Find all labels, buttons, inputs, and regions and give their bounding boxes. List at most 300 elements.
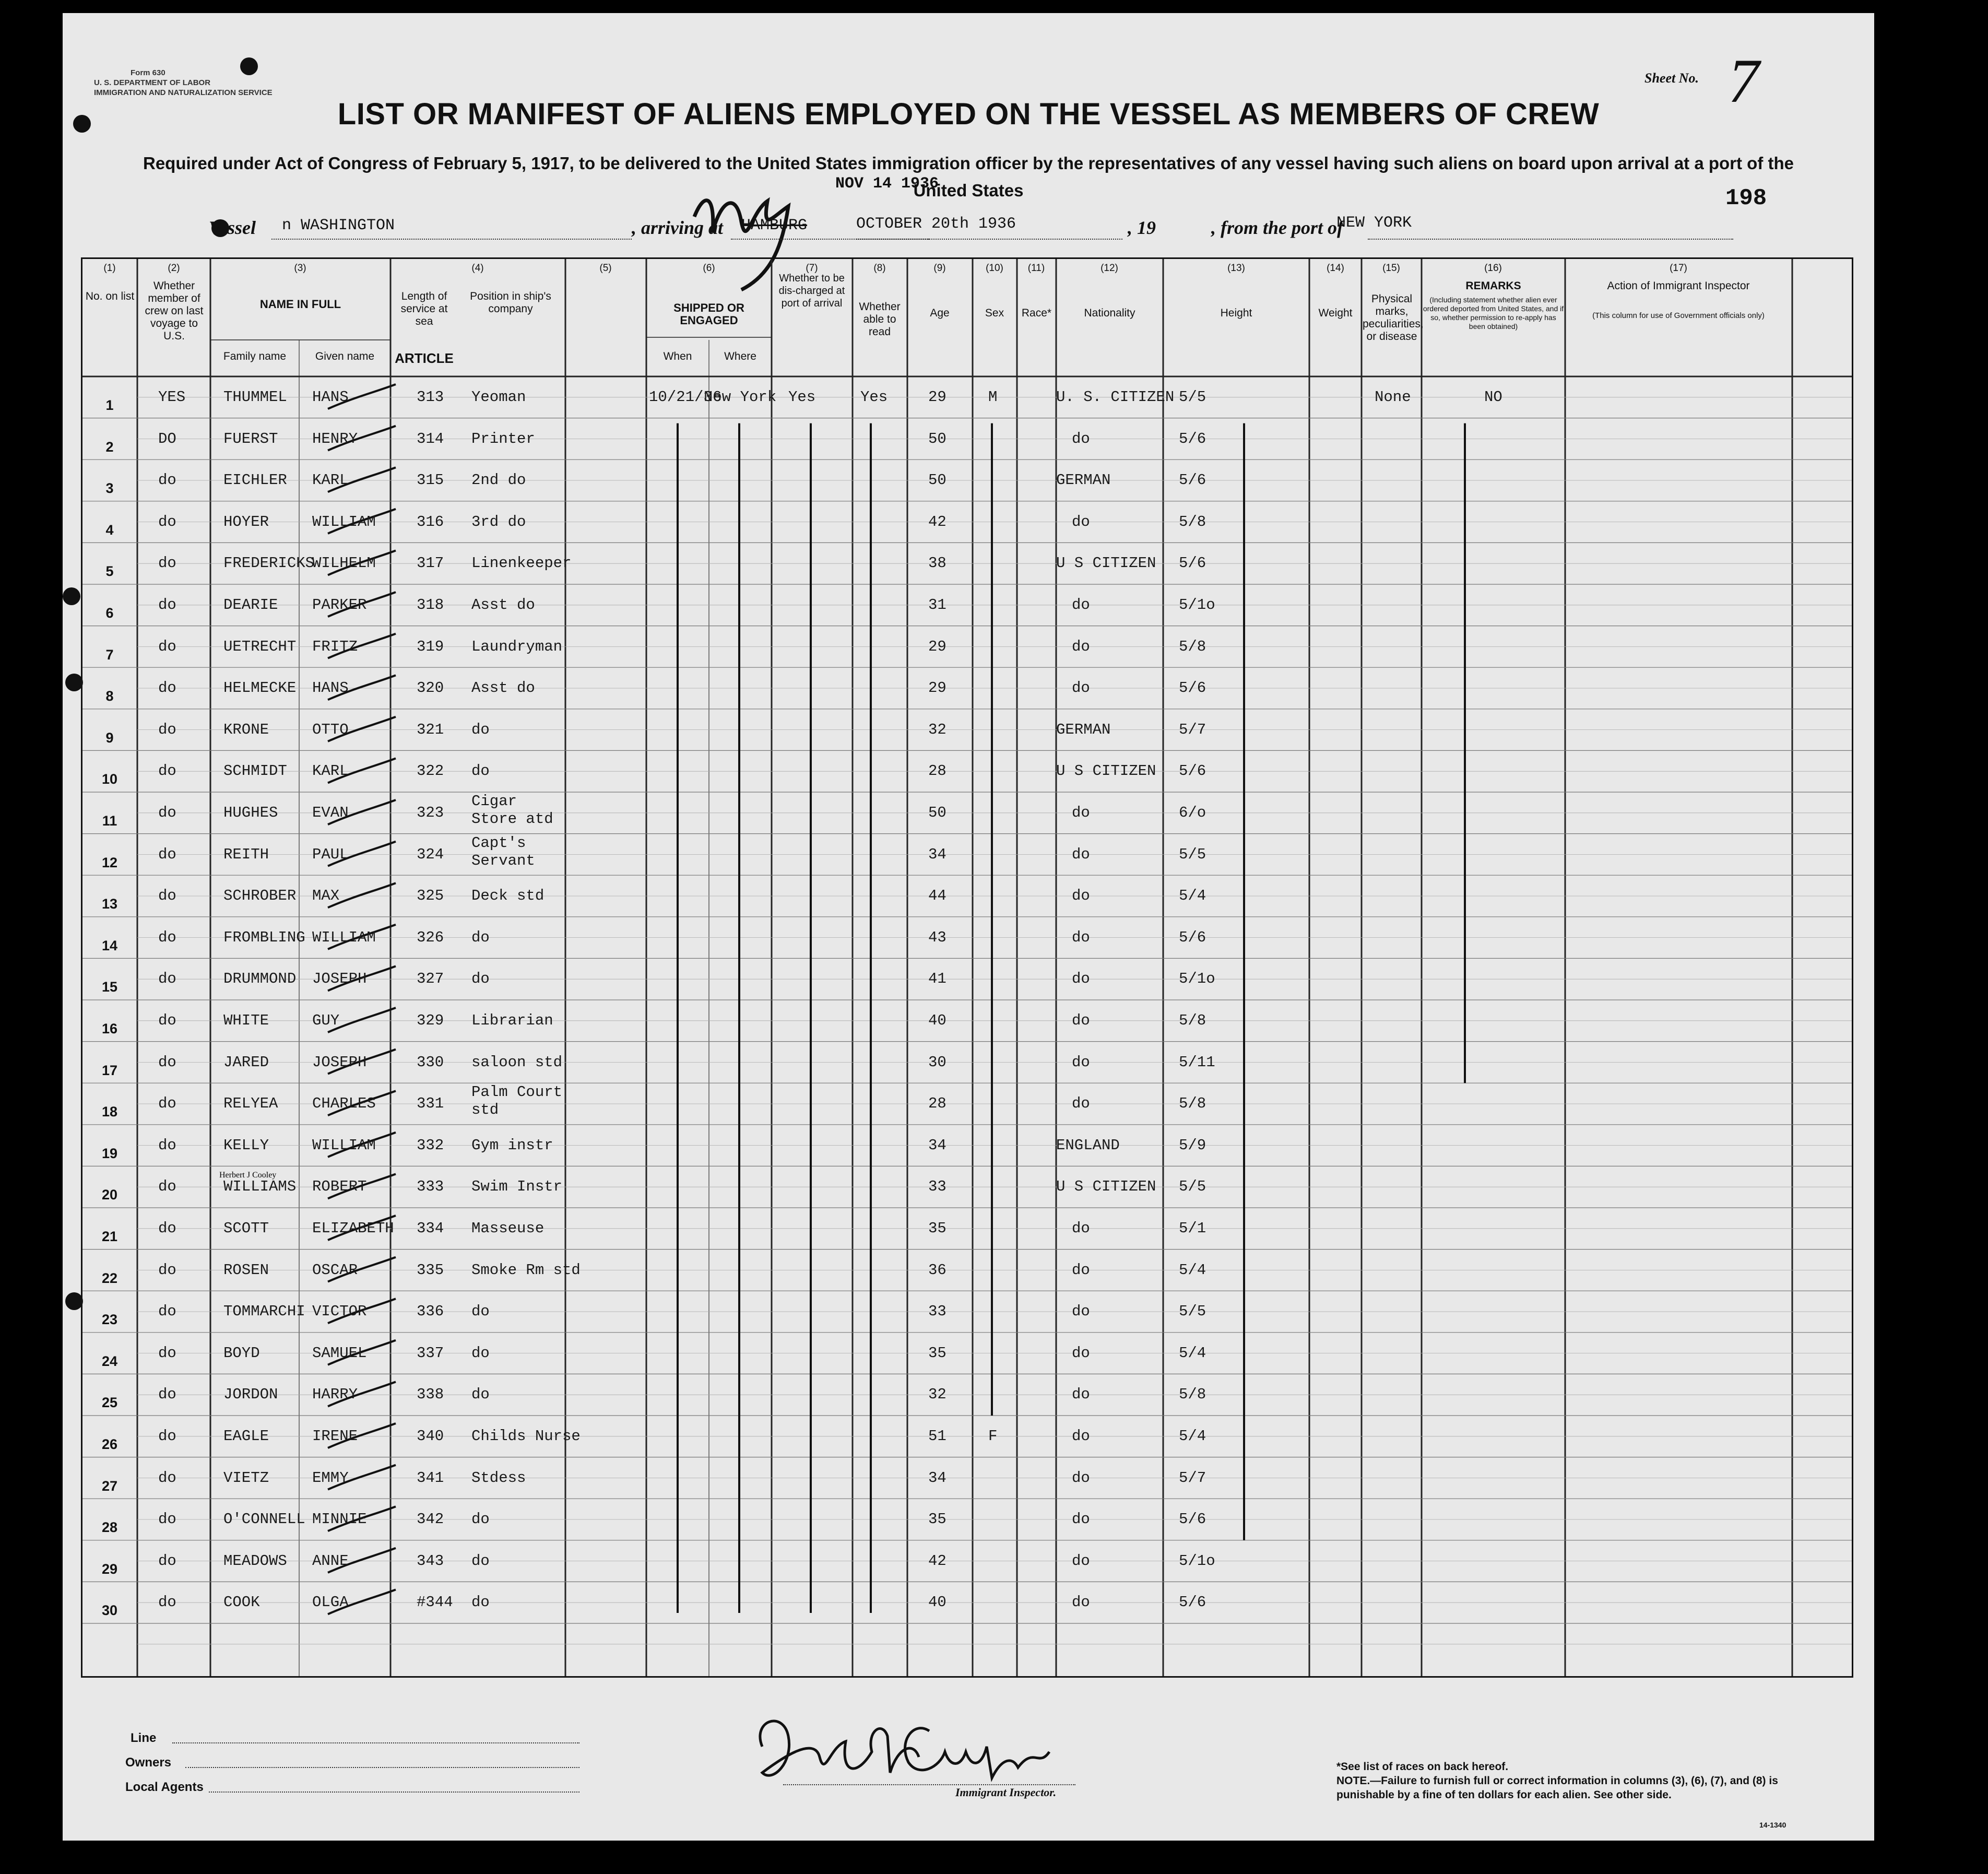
row-number: 20 [101, 1187, 118, 1203]
position: Librarian [471, 1012, 553, 1029]
height: 5/6 [1179, 1511, 1206, 1528]
header-able-read: Whether able to read [859, 301, 901, 338]
position: Servant [471, 852, 535, 869]
age: 50 [928, 472, 946, 489]
crew-last-voyage: do [158, 1053, 176, 1071]
header-length-service: Length of service at sea [400, 290, 448, 327]
position: Printer [471, 430, 535, 447]
family-name: COOK [223, 1594, 260, 1611]
article-number: 324 [417, 845, 444, 863]
race-nationality: ENGLAND [1056, 1136, 1120, 1154]
article-number: 325 [417, 887, 444, 905]
crew-last-voyage: DO [158, 430, 176, 447]
crew-last-voyage: do [158, 1469, 176, 1487]
position: 3rd do [471, 513, 526, 531]
column-number: (17) [1670, 263, 1687, 274]
manifest-table [81, 257, 1853, 1678]
column-number: (2) [168, 263, 180, 274]
family-name: WILLIAMS [223, 1178, 297, 1196]
header-remarks-note: (Including statement whether alien ever ordered deported from United States, and if so, whether permission to re-apply has been obtained) [1423, 296, 1564, 331]
race-nationality: do [1072, 887, 1090, 905]
race-nationality: do [1072, 430, 1090, 447]
crew-last-voyage: do [158, 513, 176, 531]
physical-marks: None [1375, 388, 1411, 406]
crew-last-voyage: do [158, 804, 176, 821]
family-name: JORDON [223, 1386, 278, 1404]
race-nationality: do [1072, 1552, 1090, 1570]
article-number: 340 [417, 1428, 444, 1445]
sex: F [988, 1428, 998, 1445]
position: Smoke Rm std [471, 1261, 581, 1279]
family-name: FREDERICKS [223, 555, 315, 572]
height: 5/8 [1179, 513, 1206, 531]
inspector-caption: Immigrant Inspector. [955, 1786, 1057, 1799]
column-number: (11) [1027, 263, 1045, 274]
header-action: Action of Immigrant Inspector [1607, 280, 1750, 292]
header-weight: Weight [1318, 307, 1353, 319]
family-name: DEARIE [223, 596, 278, 614]
print-code: 14-1340 [1759, 1821, 1786, 1829]
position: Gym instr [471, 1136, 553, 1154]
given-name: ELIZABETH [312, 1220, 394, 1237]
family-name: SCHMIDT [223, 762, 287, 780]
crew-last-voyage: do [158, 887, 176, 905]
header-age: Age [930, 307, 950, 319]
crew-last-voyage: do [158, 762, 176, 780]
age: 31 [928, 596, 946, 614]
age: 34 [928, 1136, 946, 1154]
given-name: HENRY [312, 430, 358, 447]
page-title: LIST OR MANIFEST OF ALIENS EMPLOYED ON THE VESSEL AS MEMBERS OF CREW [337, 97, 1600, 131]
article-number: 343 [417, 1552, 444, 1570]
race-nationality: do [1072, 513, 1090, 531]
race-nationality: U S CITIZEN [1056, 555, 1156, 572]
race-nationality: do [1072, 1511, 1090, 1528]
position: do [471, 721, 490, 738]
family-name: RELYEA [223, 1095, 278, 1113]
height: 5/4 [1179, 1428, 1206, 1445]
row-number: 8 [105, 688, 114, 704]
article-number: 342 [417, 1511, 444, 1528]
article-number: 333 [417, 1178, 444, 1196]
family-name: FUERST [223, 430, 278, 447]
header-family-name: Family name [223, 350, 287, 362]
article-number: 332 [417, 1136, 444, 1154]
row-number: 4 [105, 522, 114, 538]
family-name: KELLY [223, 1136, 269, 1154]
article-number: 314 [417, 430, 444, 447]
race-nationality: do [1072, 1344, 1090, 1362]
age: 29 [928, 388, 946, 406]
column-number: (5) [599, 263, 612, 274]
sheet-number: 7 [1728, 46, 1759, 115]
given-name: VICTOR [312, 1303, 367, 1321]
column-number: (12) [1100, 263, 1118, 274]
given-name: KARL [312, 472, 349, 489]
position: do [471, 1552, 490, 1570]
given-name: PAUL [312, 845, 349, 863]
age: 40 [928, 1594, 946, 1611]
given-name: HANS [312, 388, 349, 406]
race-nationality: do [1072, 804, 1090, 821]
crew-last-voyage: do [158, 1012, 176, 1029]
age: 34 [928, 1469, 946, 1487]
crew-last-voyage: do [158, 1552, 176, 1570]
header-member-crew: Whether member of crew on last voyage to U.S. [145, 280, 204, 342]
sex: M [988, 388, 998, 406]
height: 5/7 [1179, 721, 1206, 738]
column-number: (14) [1327, 263, 1344, 274]
race-nationality: do [1072, 596, 1090, 614]
family-name: HUGHES [223, 804, 278, 821]
position: Deck std [471, 887, 545, 905]
given-name: KARL [312, 762, 349, 780]
vessel-line [209, 217, 256, 248]
row-number: 7 [105, 646, 114, 663]
arriving-label: , arriving at [632, 217, 724, 238]
height: 5/1o [1179, 970, 1215, 988]
position: Yeoman [471, 388, 526, 406]
article-number: 329 [417, 1012, 444, 1029]
height: 5/4 [1179, 1344, 1206, 1362]
crew-last-voyage: do [158, 970, 176, 988]
crew-last-voyage: do [158, 1178, 176, 1196]
crew-last-voyage: do [158, 1136, 176, 1154]
binder-hole [65, 1292, 83, 1310]
given-name: ROBERT [312, 1178, 367, 1196]
height: 5/8 [1179, 638, 1206, 655]
position: Capt's [471, 834, 526, 852]
header-height: Height [1220, 307, 1252, 319]
vessel-label: Vessel [209, 217, 256, 238]
age: 42 [928, 1552, 946, 1570]
height: 5/1o [1179, 596, 1215, 614]
given-name: OSCAR [312, 1261, 358, 1279]
race-nationality: do [1072, 1594, 1090, 1611]
crew-last-voyage: do [158, 472, 176, 489]
family-name: UETRECHT [223, 638, 297, 655]
race-nationality: do [1072, 679, 1090, 697]
header-physical-marks: Physical marks, peculiarities, or disease [1363, 293, 1424, 343]
family-name: EAGLE [223, 1428, 269, 1445]
family-name: DRUMMOND [223, 970, 297, 988]
article-number: 335 [417, 1261, 444, 1279]
form-number: Form 630 U. S. DEPARTMENT OF LABOR IMMIGRATION AND NATURALIZATION SERVICE [94, 68, 273, 97]
header-no-on-list: No. on list [85, 290, 135, 302]
position: Childs Nurse [471, 1428, 581, 1445]
family-name: THUMMEL [223, 388, 287, 406]
remarks: NO [1484, 388, 1502, 406]
age: 35 [928, 1344, 946, 1362]
age: 44 [928, 887, 946, 905]
race-nationality: U S CITIZEN [1056, 762, 1156, 780]
article-number: 321 [417, 721, 444, 738]
header-given-name: Given name [315, 350, 375, 362]
height: 5/5 [1179, 388, 1206, 406]
article-number: 322 [417, 762, 444, 780]
row-number: 13 [101, 896, 118, 912]
vessel-name: n WASHINGTON [282, 217, 395, 234]
age: 33 [928, 1303, 946, 1321]
race-nationality: GERMAN [1056, 472, 1111, 489]
row-number: 24 [101, 1353, 118, 1369]
height: 5/5 [1179, 1303, 1206, 1321]
given-name: CHARLES [312, 1095, 376, 1113]
race-nationality: do [1072, 1469, 1090, 1487]
crew-last-voyage: do [158, 1428, 176, 1445]
given-name: WILLIAM [312, 513, 376, 531]
row-number: 29 [101, 1561, 118, 1577]
from-port-label: , from the port of [1211, 217, 1344, 238]
row-number: 26 [101, 1436, 118, 1452]
position: 2nd do [471, 472, 526, 489]
family-name: BOYD [223, 1344, 260, 1362]
able-to-read: Yes [860, 388, 888, 406]
family-name: HELMECKE [223, 679, 297, 697]
row-number: 9 [105, 729, 114, 746]
height: 5/1 [1179, 1220, 1206, 1237]
row-number: 19 [101, 1145, 118, 1161]
shipped-when: 10/21/36 [649, 388, 722, 406]
age: 28 [928, 762, 946, 780]
position: do [471, 1303, 490, 1321]
height: 5/8 [1179, 1012, 1206, 1029]
header-remarks: REMARKS [1465, 280, 1521, 292]
row-number: 3 [105, 480, 114, 497]
race-nationality: do [1072, 1303, 1090, 1321]
family-name: FROMBLING [223, 928, 305, 946]
article-number: 320 [417, 679, 444, 697]
article-number: #344 [417, 1594, 453, 1611]
shipped-where: New York [704, 388, 777, 406]
crew-last-voyage: do [158, 555, 176, 572]
row-number: 15 [101, 979, 118, 995]
column-number: (3) [294, 263, 306, 274]
article-number: 327 [417, 970, 444, 988]
age: 35 [928, 1220, 946, 1237]
header-when: When [663, 350, 692, 362]
race-nationality: do [1072, 1012, 1090, 1029]
footnote: *See list of races on back hereof. NOTE.—Failure to furnish full or correct information in columns (3), (6), (7), and (8) is punishable by a fine of ten dollars for each alien. See other side. [1336, 1761, 1778, 1801]
year-label: , 19 [1128, 217, 1156, 238]
given-name: HARRY [312, 1386, 358, 1404]
position: Stdess [471, 1469, 526, 1487]
crew-last-voyage: do [158, 721, 176, 738]
given-name: OLGA [312, 1594, 349, 1611]
local-agents-label: Local Agents [125, 1780, 204, 1794]
article-number: 334 [417, 1220, 444, 1237]
position: do [471, 1386, 490, 1404]
position: do [471, 970, 490, 988]
given-name: ANNE [312, 1552, 349, 1570]
arriving-port: HAMBURG [741, 217, 808, 234]
family-name: SCOTT [223, 1220, 269, 1237]
height: 6/o [1179, 804, 1206, 821]
column-number: (9) [933, 263, 946, 274]
position: Asst do [471, 679, 535, 697]
height: 5/6 [1179, 472, 1206, 489]
position: Swim Instr [471, 1178, 563, 1196]
row-number: 17 [101, 1062, 118, 1078]
given-name: SAMUEL [312, 1344, 367, 1362]
position: Store atd [471, 810, 553, 828]
given-name: MAX [312, 887, 340, 905]
article-number: 323 [417, 804, 444, 821]
header-where: Where [724, 350, 756, 362]
given-name: OTTO [312, 721, 349, 738]
age: 51 [928, 1428, 946, 1445]
given-name: WILHELM [312, 555, 376, 572]
given-name: WILLIAM [312, 1136, 376, 1154]
column-number: (8) [873, 263, 886, 274]
height: 5/8 [1179, 1386, 1206, 1404]
age: 41 [928, 970, 946, 988]
header-action-note: (This column for use of Government officials only) [1592, 311, 1765, 320]
height: 5/7 [1179, 1469, 1206, 1487]
height: 5/5 [1179, 845, 1206, 863]
age: 34 [928, 845, 946, 863]
sheet-label: Sheet No. [1644, 70, 1699, 86]
from-port: NEW YORK [1336, 214, 1412, 232]
age: 30 [928, 1053, 946, 1071]
row-number: 18 [101, 1104, 118, 1120]
family-name: ROSEN [223, 1261, 269, 1279]
binder-hole [65, 674, 83, 691]
row-number: 2 [105, 439, 114, 455]
row-number: 22 [101, 1270, 118, 1286]
row-number: 1 [105, 397, 114, 413]
article-number: 315 [417, 472, 444, 489]
crew-last-voyage: do [158, 1594, 176, 1611]
given-name: HANS [312, 679, 349, 697]
family-name: O'CONNELL [223, 1511, 305, 1528]
line-label: Line [131, 1731, 157, 1745]
article-number: 337 [417, 1344, 444, 1362]
article-number: 338 [417, 1386, 444, 1404]
race-nationality: do [1072, 1386, 1090, 1404]
crew-last-voyage: do [158, 1261, 176, 1279]
article-number: 317 [417, 555, 444, 572]
height: 5/6 [1179, 555, 1206, 572]
age: 35 [928, 1511, 946, 1528]
page-subtitle: Required under Act of Congress of February 5, 1917, to be delivered to the United States immigration officer by the representatives of any vessel having such aliens on board upon arrival at a port of the United States [143, 154, 1794, 200]
header-article: ARTICLE [395, 350, 454, 366]
height: 5/1o [1179, 1552, 1215, 1570]
voyage-date: OCTOBER 20th 1936 [856, 215, 1016, 233]
given-name: WILLIAM [312, 928, 376, 946]
header-nationality: Nationality [1084, 307, 1135, 319]
header-discharged: Whether to be dis-charged at port of arrival [778, 273, 845, 309]
discharged: Yes [788, 388, 816, 406]
article-number: 318 [417, 596, 444, 614]
race-nationality: GERMAN [1056, 721, 1111, 738]
binder-hole [63, 587, 80, 605]
given-name: PARKER [312, 596, 367, 614]
family-name: SCHROBER [223, 887, 297, 905]
row-number: 14 [101, 937, 118, 953]
row-number: 25 [101, 1395, 118, 1411]
row-number: 21 [101, 1229, 118, 1244]
race-nationality: do [1072, 1261, 1090, 1279]
crew-last-voyage: YES [158, 388, 186, 406]
article-number: 336 [417, 1303, 444, 1321]
height: 5/4 [1179, 1261, 1206, 1279]
article-number: 326 [417, 928, 444, 946]
position: do [471, 1511, 490, 1528]
position: do [471, 928, 490, 946]
crew-last-voyage: do [158, 1511, 176, 1528]
age: 28 [928, 1095, 946, 1113]
manifest-page [63, 13, 1874, 1841]
header-shipped-engaged: SHIPPED OR ENGAGED [673, 301, 744, 327]
crew-last-voyage: do [158, 845, 176, 863]
family-name: WHITE [223, 1012, 269, 1029]
family-name: EICHLER [223, 472, 287, 489]
height: 5/8 [1179, 1095, 1206, 1113]
arrival-stamp-date: NOV 14 1936 [835, 175, 939, 193]
height: 5/9 [1179, 1136, 1206, 1154]
race-nationality: do [1072, 1428, 1090, 1445]
age: 40 [928, 1012, 946, 1029]
header-position: Position in ship's company [470, 290, 551, 315]
article-number: 341 [417, 1469, 444, 1487]
family-name: KRONE [223, 721, 269, 738]
article-number: 331 [417, 1095, 444, 1113]
given-name: JOSEPH [312, 970, 367, 988]
given-name: FRITZ [312, 638, 358, 655]
family-name: REITH [223, 845, 269, 863]
position: saloon std [471, 1053, 563, 1071]
given-name: EMMY [312, 1469, 349, 1487]
crew-last-voyage: do [158, 1303, 176, 1321]
given-name: MINNIE [312, 1511, 367, 1528]
height: 5/6 [1179, 762, 1206, 780]
given-name: GUY [312, 1012, 340, 1029]
height: 5/6 [1179, 679, 1206, 697]
row-number: 30 [101, 1602, 118, 1619]
row-number: 23 [101, 1312, 118, 1328]
column-number: (7) [806, 263, 818, 274]
age: 43 [928, 928, 946, 946]
position: std [471, 1101, 499, 1119]
crew-last-voyage: do [158, 1344, 176, 1362]
race-nationality: do [1072, 1220, 1090, 1237]
race-nationality: do [1072, 1053, 1090, 1071]
family-name: JARED [223, 1053, 269, 1071]
row-number: 27 [101, 1478, 118, 1494]
stamp-number: 198 [1725, 185, 1767, 211]
crew-last-voyage: do [158, 638, 176, 655]
row-number: 10 [101, 771, 118, 787]
row-number: 5 [105, 563, 114, 580]
header-race: Race* [1021, 307, 1052, 319]
crew-last-voyage: do [158, 1095, 176, 1113]
family-name: VIETZ [223, 1469, 269, 1487]
age: 50 [928, 430, 946, 447]
crew-last-voyage: do [158, 596, 176, 614]
race-nationality: do [1072, 1095, 1090, 1113]
position: Linenkeeper [471, 555, 572, 572]
age: 36 [928, 1261, 946, 1279]
height: 5/6 [1179, 1594, 1206, 1611]
crew-last-voyage: do [158, 679, 176, 697]
row-number: 11 [102, 813, 117, 829]
column-number: (16) [1484, 263, 1502, 274]
position: Laundryman [471, 638, 563, 655]
position: do [471, 1344, 490, 1362]
height: 5/6 [1179, 928, 1206, 946]
column-number: (13) [1227, 263, 1245, 274]
